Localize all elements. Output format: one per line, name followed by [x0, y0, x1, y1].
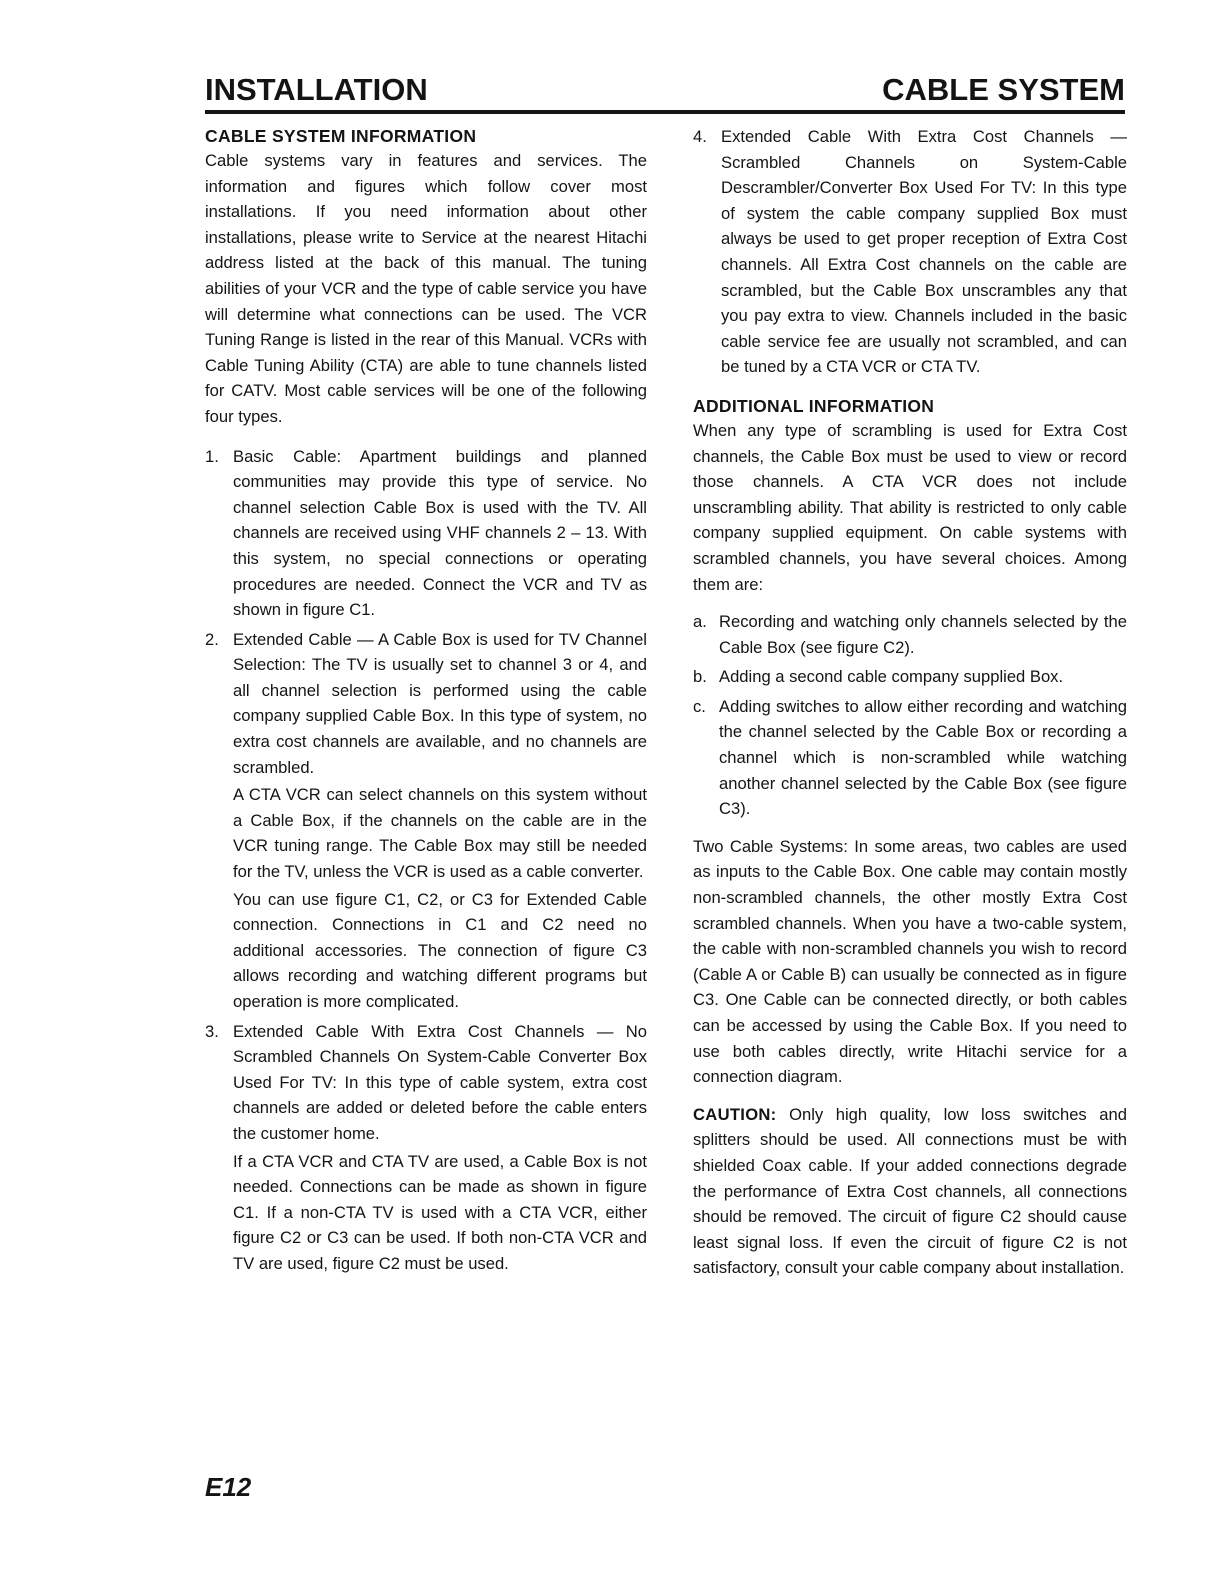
list-number: 1.: [205, 446, 219, 466]
two-cable-systems-paragraph: Two Cable Systems: In some areas, two cables are used as inputs to the Cable Box. One cable may contain mostly non-scrambled channels, the other mostly Extra Cost scrambled channels. When you have a two-cable system, the cable with non-scrambled channels you wish to record (Cable A or Cable B) can usually be connected as in figure C3. One Cable can be connected directly, or both cables can be accessed by using the Cable Box. If you need to use both cables directly, write Hitachi service for a connection diagram.: [693, 836, 1127, 1087]
page-number: E12: [205, 1472, 252, 1502]
section-title-cable-system-information: CABLE SYSTEM INFORMATION: [205, 126, 477, 146]
list-item-1-paragraph-1: Basic Cable: Apartment buildings and planned communities may provide this type of service. No channel selection Cable Box is used with the TV. All channels are received using VHF channels 2 – 13. With this system, no special connections or operating procedures are needed. Connect the VCR and TV as shown in figure C1.: [233, 446, 647, 620]
left-column: [205, 124, 647, 1277]
list-item-4-paragraph: Extended Cable With Extra Cost Channels — Scrambled Channels on System-Cable Descrambler/Converter Box Used For TV: In this type of system the cable company supplied Box must always be used to get proper reception of Extra Cost channels. All Extra Cost channels on the cable are scrambled, but the Cable Box unscrambles any that you pay extra to view. Channels included in the basic cable service fee are usually not scrambled, and can be tuned by a CTA VCR or CTA TV.: [721, 127, 1127, 377]
intro-paragraph: Cable systems vary in features and services. The information and figures which follow cover most installations. If you need information about other installations, please write to Service at the nearest Hitachi address listed at the back of this manual. The tuning abilities of your VCR and the type of cable service you have will determine what connections can be used. The VCR Tuning Range is listed in the rear of this Manual. VCRs with Cable Tuning Ability (CTA) are able to tune channels listed for CATV. Most cable services will be one of the following four types.: [205, 151, 647, 426]
choice-item-b: [693, 664, 1127, 690]
header-title-installation: INSTALLATION: [205, 72, 428, 107]
list-item-1: [205, 444, 647, 623]
list-number: 2.: [205, 629, 219, 649]
list-item-2-paragraph-1: Extended Cable — A Cable Box is used for TV Channel Selection: The TV is usually set to channel 3 or 4, and all channel selection is performed using the cable company supplied Cable Box. In this type of system, no extra cost channels are available, and no channels are scrambled.: [233, 629, 647, 777]
additional-intro-paragraph: When any type of scrambling is used for Extra Cost channels, the Cable Box must be used to view or record those channels. A CTA VCR does not include unscrambling ability. That ability is restricted to only cable company supplied equipment. On cable systems with scrambled channels, you have several choices. Among them are:: [693, 420, 1127, 594]
caution-paragraph: [693, 1102, 1127, 1281]
list-item-2-paragraph-3: You can use figure C1, C2, or C3 for Extended Cable connection. Connections in C1 and C2 need no additional accessories. The connection of figure C3 allows recording and watching different programs but operation is more complicated.: [233, 889, 647, 1011]
list-item-3-paragraph-1: Extended Cable With Extra Cost Channels — No Scrambled Channels On System-Cable Converter Box Used For TV: In this type of cable system, extra cost channels are added or deleted before the cable enters the customer home.: [233, 1021, 647, 1143]
header-title-cable-system: CABLE SYSTEM: [882, 72, 1125, 107]
choice-text: Adding switches to allow either recording and watching the channel selected by the Cable Box or recording a channel which is non-scrambled while watching another channel selected by the Cable Box (see figure C3).: [719, 696, 1127, 819]
caution-label: CAUTION:: [693, 1104, 777, 1124]
list-item-4: [693, 124, 1127, 380]
choice-letter: b.: [693, 667, 707, 687]
list-item-3-paragraph-2: If a CTA VCR and CTA TV are used, a Cable Box is not needed. Connections can be made as shown in figure C1. If a non-CTA TV is used with a CTA VCR, either figure C2 or C3 can be used. If both non-CTA VCR and TV are used, figure C2 must be used.: [233, 1151, 647, 1273]
choice-letter: a.: [693, 612, 707, 632]
list-number: 3.: [205, 1021, 219, 1041]
right-column: [693, 124, 1127, 1281]
list-item-2-paragraph-2: A CTA VCR can select channels on this system without a Cable Box, if the channels on the cable are in the VCR tuning range. The Cable Box may still be needed for the TV, unless the VCR is used as a cable converter.: [233, 785, 647, 882]
list-item-3: [205, 1019, 647, 1277]
choice-text: Adding a second cable company supplied Box.: [719, 667, 1064, 687]
page-header: [205, 70, 1125, 114]
choice-letter: c.: [693, 696, 706, 716]
list-number: 4.: [693, 127, 707, 146]
choice-text: Recording and watching only channels selected by the Cable Box (see figure C2).: [719, 612, 1127, 657]
choice-item-a: [693, 609, 1127, 660]
list-item-2: [205, 627, 647, 1015]
section-title-additional-information: ADDITIONAL INFORMATION: [693, 395, 935, 416]
choice-item-c: [693, 694, 1127, 822]
caution-text: Only high quality, low loss switches and splitters should be used. All connections must be with shielded Coax cable. If your added connections degrade the performance of Extra Cost channels, all connections should be removed. The circuit of figure C2 should cause least signal loss. If even the circuit of figure C2 is not satisfactory, consult your cable company about installation.: [693, 1104, 1127, 1278]
